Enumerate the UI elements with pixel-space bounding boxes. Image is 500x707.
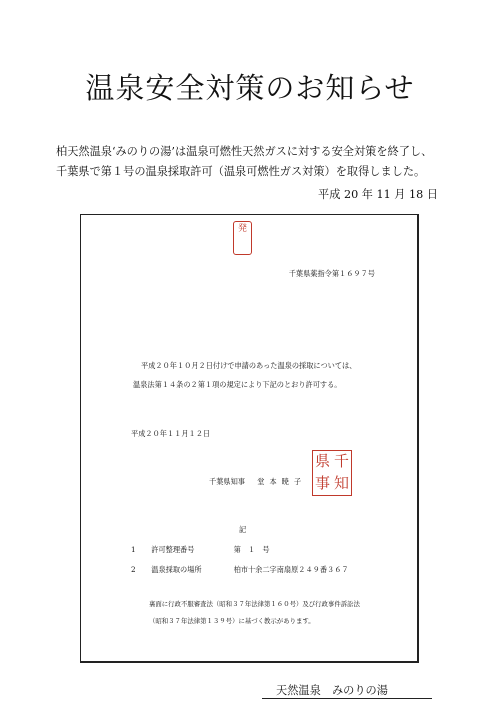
permit-item (131, 545, 270, 555)
receipt-stamp: 発 (233, 221, 252, 255)
facility-name: 天然温泉 みのりの湯 (276, 684, 388, 697)
governor-name: 堂本暁子 (257, 477, 307, 486)
issuer (209, 477, 306, 487)
ki-heading: 記 (239, 525, 247, 534)
permit-body-line-2: 温泉法第１４条の２第１項の規定により下記のとおり許可する。 (133, 380, 342, 389)
seal-char: 事 (314, 474, 330, 492)
item-label: 許可整理番号 (151, 545, 195, 554)
item-number: 1 (131, 545, 136, 554)
official-seal (312, 450, 352, 496)
intro-line-2: 千葉県で第１号の温泉採取許可（温泉可燃性ガス対策）を取得しました。 (56, 165, 426, 178)
intro-text (56, 142, 476, 182)
appeal-note-line-2: （昭和３７年法律第１３９号）に基づく教示があります。 (149, 617, 315, 625)
seal-char: 千 (333, 452, 349, 470)
item-value: 柏市十余二字南扇原２４９番３６７ (233, 565, 349, 574)
item-label: 温泉採取の場所 (151, 565, 202, 574)
permit-issue-date: 平成２０年１１月１２日 (131, 429, 211, 438)
seal-char: 県 (314, 452, 330, 470)
announcement-date: 平成 20 年 11 月 18 日 (318, 188, 438, 201)
page-title: 温泉安全対策のお知らせ (85, 71, 415, 105)
governor-title: 千葉県知事 (209, 477, 245, 486)
item-number: 2 (131, 565, 136, 574)
appeal-note-line-1: 裏面に行政不服審査法（昭和３７年法律第１６０号）及び行政事件訴訟法 (149, 600, 360, 608)
intro-line-1: 柏天然温泉‘みのりの湯’は温泉可燃性天然ガスに対する安全対策を終了し、 (56, 145, 433, 158)
document-number: 千葉県薬指令第１６９７号 (288, 269, 375, 278)
permit-item (131, 565, 349, 575)
permit-body-line-1: 平成２０年１０月２日付けで申請のあった温泉の採取については、 (141, 361, 357, 370)
permit-document-scan (80, 214, 419, 663)
seal-char: 知 (333, 474, 349, 492)
signature-underline (262, 698, 432, 699)
item-value: 第 １ 号 (233, 545, 270, 554)
